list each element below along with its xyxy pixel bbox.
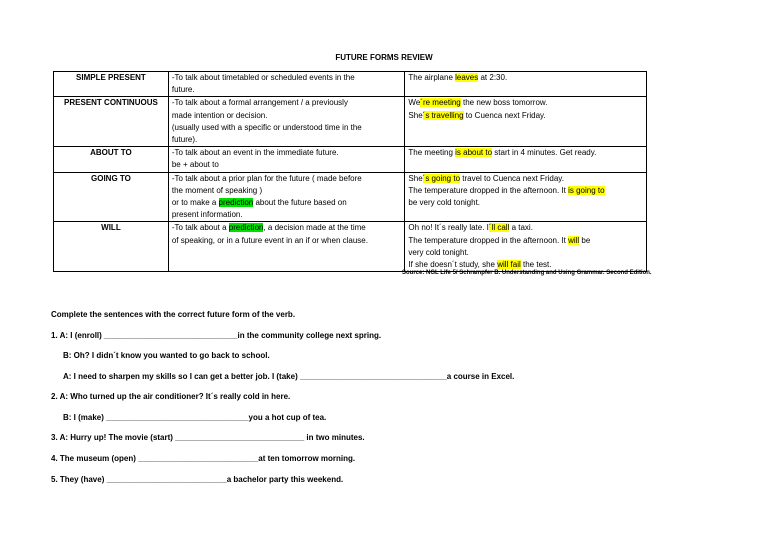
- example-line: [408, 97, 643, 109]
- text-segment: future.: [171, 85, 195, 95]
- text-segment: -To talk about a: [171, 223, 229, 233]
- text-segment: or to make a: [171, 198, 219, 208]
- exercise-1c: A: I need to sharpen my skills so I can get a better job. I (take) _________________________________a course in Excel.: [63, 372, 515, 381]
- usage-cell: [168, 72, 405, 97]
- text-segment: (usually used with a specific or understood time in the: [171, 122, 362, 132]
- usage-line: [172, 209, 402, 221]
- example-line: [408, 197, 643, 209]
- text-segment: The meeting: [408, 148, 456, 158]
- usage-line: [172, 84, 402, 96]
- highlighted-verb: is about to: [455, 148, 493, 158]
- text-segment: be + about to: [171, 160, 219, 170]
- text-segment: the new boss tomorrow.: [460, 98, 548, 108]
- text-segment: made intention or decision.: [171, 110, 268, 120]
- example-line: [408, 173, 643, 185]
- text-segment: future).: [171, 135, 198, 145]
- usage-cell: [168, 147, 405, 172]
- table-row: [54, 222, 647, 272]
- highlighted-verb: ´s travelling: [422, 110, 464, 120]
- table-row: [54, 72, 647, 97]
- usage-cell: [168, 172, 405, 222]
- example-cell: [405, 172, 647, 222]
- example-line: [408, 110, 643, 122]
- text-segment: The temperature dropped in the afternoon. It: [408, 235, 569, 245]
- form-name-cell: ABOUT TO: [54, 147, 169, 172]
- page-title: FUTURE FORMS REVIEW: [335, 53, 433, 62]
- usage-line: [172, 197, 402, 209]
- text-segment: of speaking, or in a future event in an if or when clause.: [171, 235, 368, 245]
- text-segment: , a decision made at the time: [263, 223, 366, 233]
- example-cell: [405, 72, 647, 97]
- text-segment: be: [579, 235, 591, 245]
- highlighted-keyword: prediction: [218, 198, 254, 208]
- example-cell: [405, 97, 647, 147]
- usage-line: [172, 235, 402, 247]
- exercise-2a: 2. A: Who turned up the air conditioner? It´s really cold in here.: [51, 392, 291, 401]
- usage-line: [172, 134, 402, 146]
- example-line: [408, 147, 643, 159]
- exercise-1b: B: Oh? I didn´t know you wanted to go back to school.: [63, 351, 270, 360]
- text-segment: -To talk about a formal arrangement / a previously: [171, 98, 348, 108]
- text-segment: to Cuenca next Friday.: [463, 110, 546, 120]
- exercise-4: 4. The museum (open) ___________________________at ten tomorrow morning.: [51, 454, 356, 463]
- exercise-2b: B: I (make) ________________________________you a hot cup of tea.: [63, 413, 327, 422]
- text-segment: start in 4 minutes. Get ready.: [492, 148, 597, 158]
- text-segment: -To talk about a prior plan for the future ( made before: [171, 173, 362, 183]
- text-segment: be very cold tonight.: [408, 198, 481, 208]
- form-name-cell: WILL: [54, 222, 169, 272]
- usage-line: [172, 222, 402, 234]
- text-segment: present information.: [171, 210, 243, 220]
- form-name-cell: GOING TO: [54, 172, 169, 222]
- text-segment: She: [408, 173, 423, 183]
- exercise-1a: 1. A: I (enroll) ______________________________in the community college next spring.: [51, 331, 382, 340]
- text-segment: We: [408, 98, 421, 108]
- usage-line: [172, 185, 402, 197]
- highlighted-verb: will fail: [497, 260, 521, 270]
- text-segment: She: [408, 110, 423, 120]
- text-segment: The temperature dropped in the afternoon. It: [408, 185, 569, 195]
- instructions: Complete the sentences with the correct future form of the verb.: [51, 310, 296, 319]
- source-note: Source: NGL Life 5/ Schrampfer B. Understanding and Using Grammar. Second Edition.: [402, 270, 652, 276]
- form-name-cell: SIMPLE PRESENT: [54, 72, 169, 97]
- text-segment: If she doesn´t study, she: [408, 260, 498, 270]
- highlighted-verb: ´ll call: [488, 223, 510, 233]
- highlighted-verb: leaves: [455, 73, 479, 82]
- text-segment: The airplane: [408, 73, 456, 82]
- table-row: [54, 147, 647, 172]
- future-forms-table: [53, 71, 647, 272]
- usage-line: [172, 173, 402, 185]
- text-segment: Oh no! It´s really late. I: [408, 223, 489, 233]
- text-segment: very cold tonight.: [408, 247, 469, 257]
- usage-line: [172, 72, 402, 84]
- example-line: [408, 222, 643, 234]
- usage-line: [172, 147, 402, 159]
- exercise-3: 3. A: Hurry up! The movie (start) _____________________________ in two minutes.: [51, 433, 365, 442]
- highlighted-verb: ´s going to: [422, 173, 461, 183]
- example-line: [408, 235, 643, 247]
- highlighted-verb: will: [568, 235, 580, 245]
- example-cell: [405, 222, 647, 272]
- highlighted-verb: ´re meeting: [420, 98, 461, 108]
- example-line: [408, 72, 643, 84]
- highlighted-keyword: prediction: [228, 223, 264, 233]
- text-segment: the test.: [520, 260, 552, 270]
- form-name-cell: PRESENT CONTINUOUS: [54, 97, 169, 147]
- usage-line: [172, 110, 402, 122]
- table-row: [54, 172, 647, 222]
- text-segment: travel to Cuenca next Friday.: [460, 173, 564, 183]
- text-segment: at 2:30.: [478, 73, 508, 82]
- text-segment: the moment of speaking ): [171, 185, 263, 195]
- text-segment: -To talk about timetabled or scheduled events in the: [171, 73, 355, 82]
- table-row: [54, 97, 647, 147]
- usage-cell: [168, 222, 405, 272]
- exercise-5: 5. They (have) ___________________________a bachelor party this weekend.: [51, 475, 344, 484]
- usage-cell: [168, 97, 405, 147]
- example-line: [408, 185, 643, 197]
- text-segment: -To talk about an event in the immediate future.: [171, 148, 339, 158]
- text-segment: a taxi.: [509, 223, 533, 233]
- usage-line: [172, 97, 402, 109]
- example-line: [408, 247, 643, 259]
- usage-line: [172, 159, 402, 171]
- highlighted-verb: is going to: [568, 185, 605, 195]
- usage-line: [172, 122, 402, 134]
- text-segment: about the future based on: [253, 198, 347, 208]
- example-cell: [405, 147, 647, 172]
